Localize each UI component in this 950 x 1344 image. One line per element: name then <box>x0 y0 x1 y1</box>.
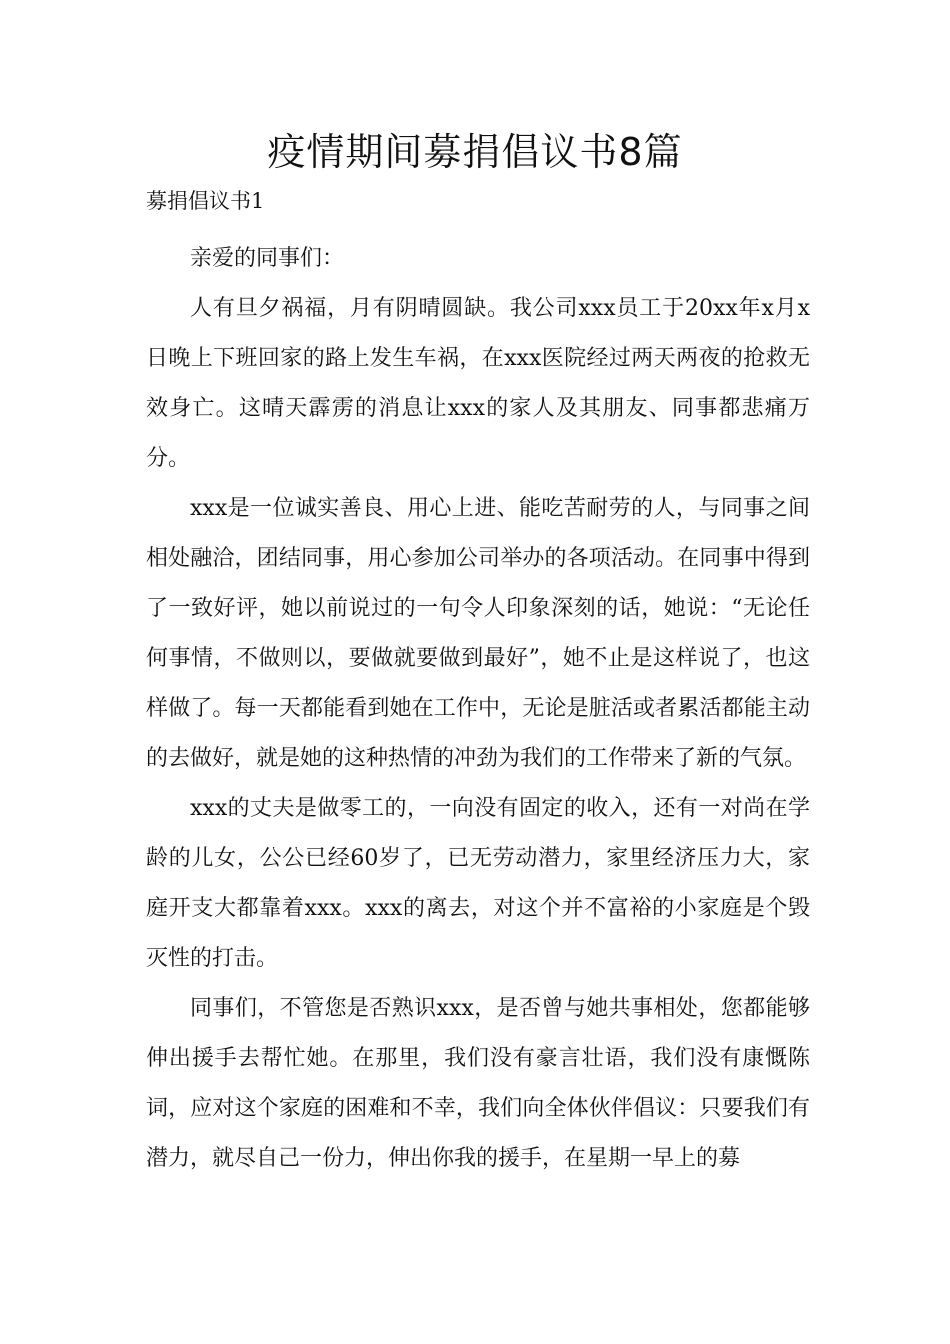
paragraph-3: xxx的丈夫是做零工的，一向没有固定的收入，还有一对尚在学龄的儿女，公公已经60岁了，已无劳动潜力，家里经济压力大，家庭开支大都靠着xxx。xxx的离去，对这个并不富裕的小家庭是个毁灭性的打击。 <box>146 796 810 971</box>
paragraph-1: 人有旦夕祸福，月有阴晴圆缺。我公司xxx员工于20xx年x月x日晚上下班回家的路上发生车祸，在xxx医院经过两天两夜的抢救无效身亡。这晴天霹雳的消息让xxx的家人及其朋友、同事都悲痛万分。 <box>146 296 810 471</box>
section-heading: 募捐倡议书1 <box>146 189 265 213</box>
paragraph-4: 同事们，不管您是否熟识xxx，是否曾与她共事相处，您都能够伸出援手去帮忙她。在那里，我们没有豪言壮语，我们没有康慨陈词，应对这个家庭的困难和不幸，我们向全体伙伴倡议：只要我们有潜力，就尽自己一份力，伸出你我的援手，在星期一早上的募 <box>146 996 810 1171</box>
document-body <box>146 234 810 1184</box>
paragraph-2: xxx是一位诚实善良、用心上进、能吃苦耐劳的人，与同事之间相处融洽，团结同事，用心参加公司举办的各项活动。在同事中得到了一致好评，她以前说过的一句令人印象深刻的话，她说：“无论任何事情，不做则以，要做就要做到最好”，她不止是这样说了，也这样做了。每一天都能看到她在工作中，无论是脏活或者累活都能主动的去做好，就是她的这种热情的冲劲为我们的工作带来了新的气氛。 <box>146 496 810 771</box>
document-title: 疫情期间募捐倡议书8篇 <box>267 130 683 174</box>
paragraph-greeting: 亲爱的同事们： <box>190 246 345 271</box>
